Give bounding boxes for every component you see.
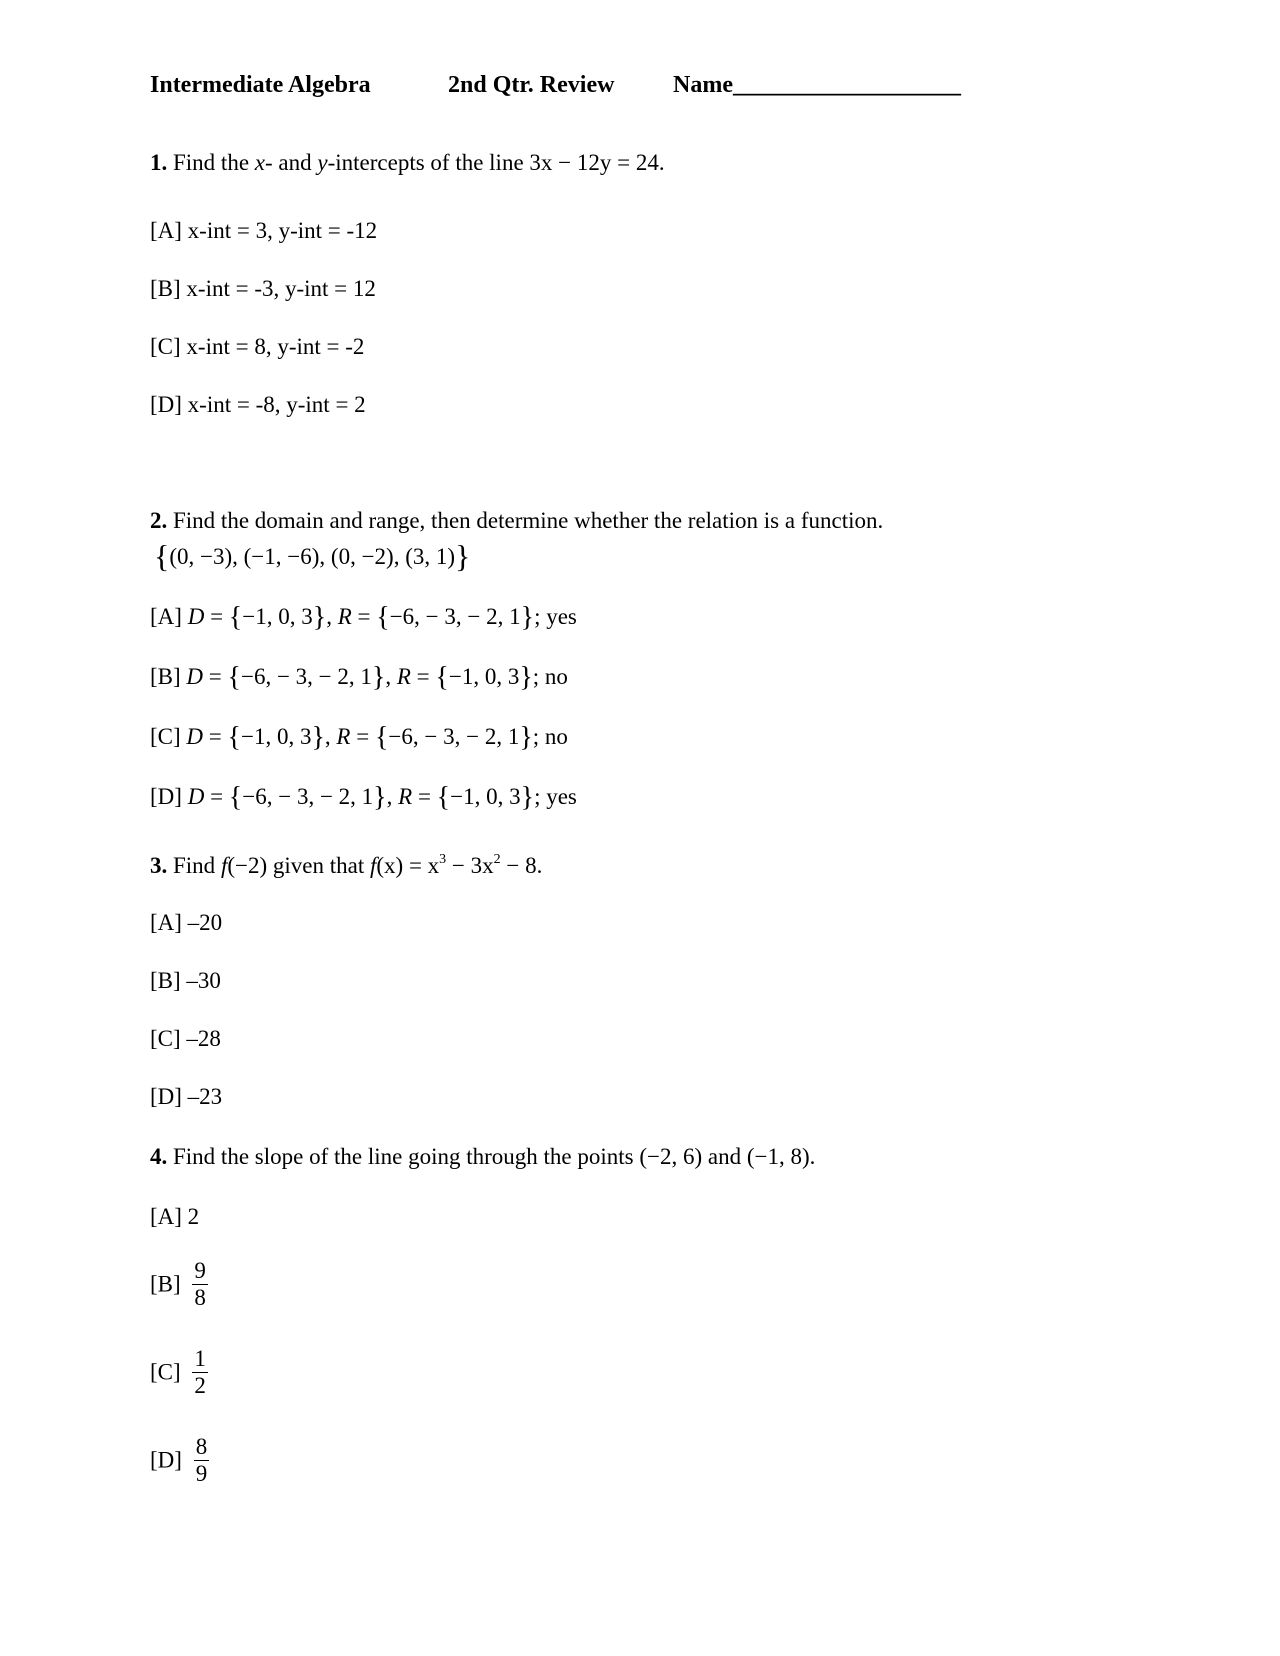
function-answer: ; no [532, 664, 568, 689]
function-answer: ; yes [534, 784, 577, 809]
domain-set: −1, 0, 3 [240, 724, 312, 749]
range-set: −6, − 3, − 2, 1 [389, 604, 521, 629]
relation-set: {(0, −3), (−1, −6), (0, −2), (3, 1)} [154, 538, 471, 574]
exponent: 2 [493, 852, 501, 867]
question-3 [150, 852, 542, 879]
period: . [658, 150, 665, 175]
exponent: 3 [439, 852, 447, 867]
question-text: and [702, 1144, 747, 1169]
function-argument: (−2) [227, 853, 268, 878]
review-title: 2nd Qtr. Review [448, 72, 615, 98]
question-number: 4. [150, 1144, 168, 1169]
q2-option-c: [C] D = {−1, 0, 3}, R = {−6, − 3, − 2, 1}; no [150, 722, 568, 753]
q4-option-c [150, 1346, 208, 1399]
function-argument: (x) [376, 853, 404, 878]
expression: − 8. [500, 853, 543, 878]
fraction [194, 1434, 210, 1487]
option-letter: [B] [150, 664, 181, 689]
denominator: 2 [194, 1373, 206, 1398]
q1-option-b: [B] x-int = -3, y-int = 12 [150, 276, 376, 301]
function-answer: ; no [532, 724, 568, 749]
option-letter: [C] [150, 1359, 181, 1385]
question-text: Find the [173, 150, 255, 175]
range-set: −1, 0, 3 [448, 664, 520, 689]
name-field: Name___________________ [673, 72, 961, 98]
denominator: 8 [194, 1285, 206, 1310]
question-text: Find the slope of the line going through the points [173, 1144, 640, 1169]
q1-option-c: [C] x-int = 8, y-int = -2 [150, 334, 365, 359]
fraction [192, 1346, 208, 1399]
numerator: 9 [194, 1258, 206, 1283]
var-y: y [317, 150, 328, 175]
denominator: 9 [195, 1461, 208, 1486]
q2-option-b: [B] D = {−6, − 3, − 2, 1}, R = {−1, 0, 3}; no [150, 662, 568, 693]
question-number: 3. [150, 853, 168, 878]
question-4 [150, 1144, 815, 1170]
separator: , [324, 724, 337, 749]
function-f: f [369, 853, 377, 878]
expression: − 3x [446, 853, 494, 878]
expression: = x [403, 853, 440, 878]
option-letter: [D] [150, 784, 182, 809]
question-number: 2. [150, 508, 168, 533]
equation: 3x − 12y = 24 [529, 150, 659, 175]
separator: , [326, 604, 338, 629]
range-set: −1, 0, 3 [450, 784, 521, 809]
q3-option-a: [A] –20 [150, 910, 223, 935]
course-title: Intermediate Algebra [150, 72, 371, 98]
domain-set: −6, − 3, − 2, 1 [240, 664, 372, 689]
question-1 [150, 150, 665, 176]
point-1: (−2, 6) [639, 1144, 703, 1169]
separator: , [386, 784, 399, 809]
q3-option-d: [D] –23 [150, 1084, 223, 1109]
question-2 [150, 508, 883, 534]
domain-set: −6, − 3, − 2, 1 [242, 784, 374, 809]
numerator: 8 [195, 1434, 208, 1459]
option-letter: [B] [150, 1271, 181, 1297]
q2-option-a: [A] D = {−1, 0, 3}, R = {−6, − 3, − 2, 1}; yes [150, 602, 577, 633]
q4-option-d [150, 1434, 209, 1487]
var-x: x [254, 150, 265, 175]
point-2: (−1, 8) [746, 1144, 810, 1169]
function-f: f [220, 853, 228, 878]
q1-option-a: [A] x-int = 3, y-int = -12 [150, 218, 378, 243]
q3-option-b: [B] –30 [150, 968, 221, 993]
question-text: Find the domain and range, then determine whether the relation is a function. [173, 508, 884, 533]
function-answer: ; yes [534, 604, 577, 629]
option-letter: [A] [150, 604, 182, 629]
option-letter: [D] [150, 1447, 182, 1473]
question-text: Find [173, 853, 221, 878]
separator: , [385, 664, 397, 689]
option-letter: [C] [150, 724, 181, 749]
domain-set: −1, 0, 3 [242, 604, 313, 629]
period: . [809, 1144, 816, 1169]
numerator: 1 [194, 1346, 206, 1371]
range-set: −6, − 3, − 2, 1 [388, 724, 520, 749]
question-text: -intercepts of the line [327, 150, 530, 175]
question-text: - and [265, 150, 318, 175]
q1-option-d: [D] x-int = -8, y-int = 2 [150, 392, 366, 417]
q4-option-a: [A] 2 [150, 1204, 200, 1229]
q4-option-b [150, 1258, 208, 1311]
q3-option-c: [C] –28 [150, 1026, 221, 1051]
question-text: given that [267, 853, 370, 878]
fraction [192, 1258, 208, 1311]
question-number: 1. [150, 150, 168, 175]
q2-option-d: [D] D = {−6, − 3, − 2, 1}, R = {−1, 0, 3}; yes [150, 782, 577, 813]
relation-values: (0, −3), (−1, −6), (0, −2), (3, 1) [169, 544, 456, 569]
